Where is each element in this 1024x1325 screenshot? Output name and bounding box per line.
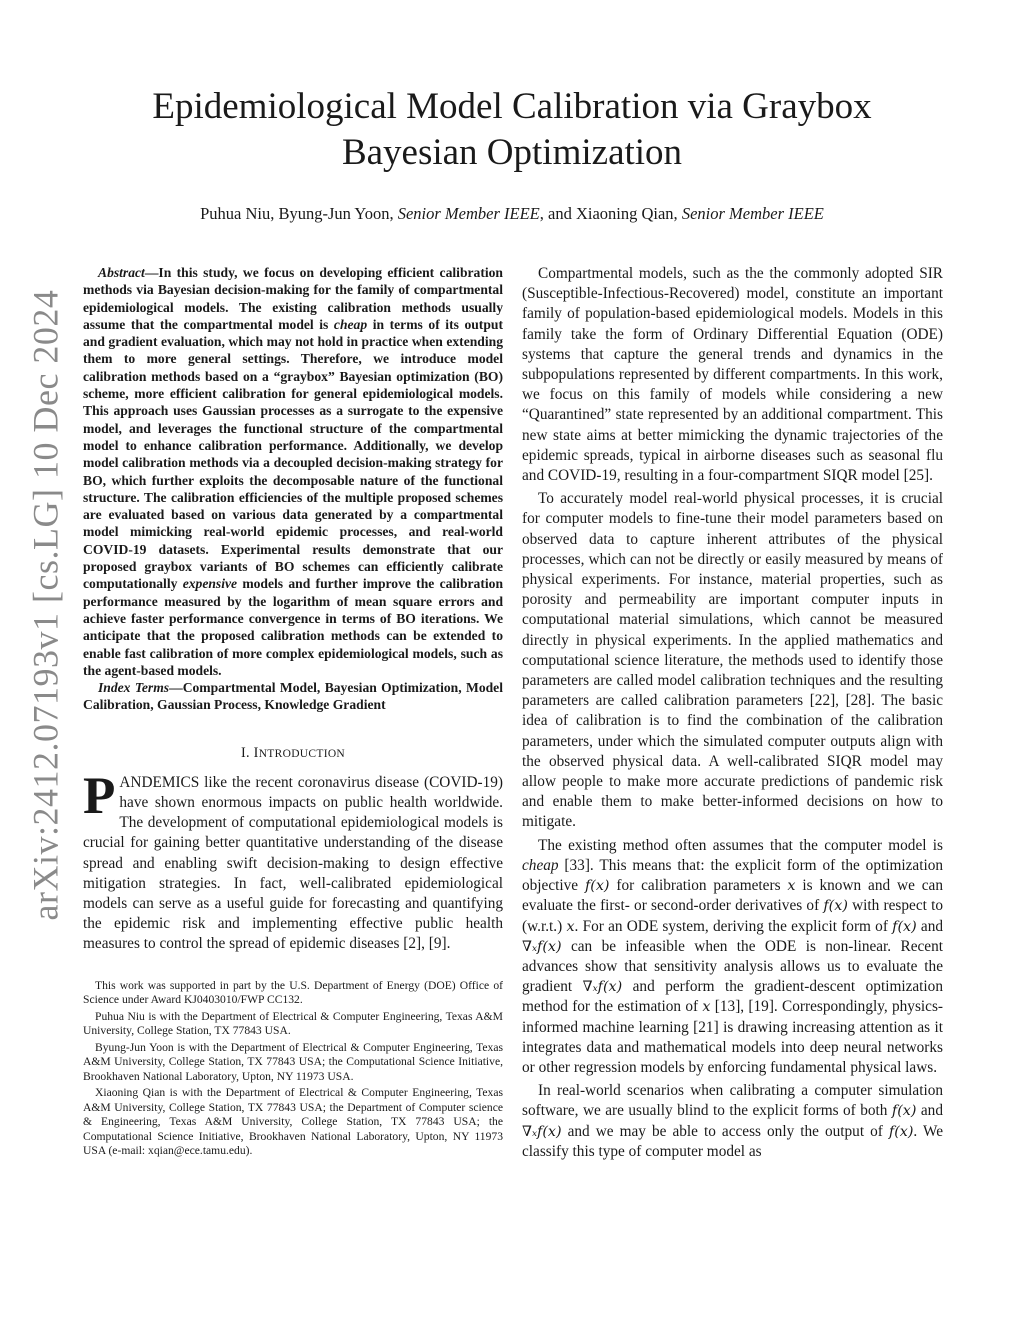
math-fx: f(x): [823, 898, 848, 915]
abstract-emph-cheap: cheap: [333, 316, 368, 332]
arxiv-id-text: arXiv:2412.07193v1 [cs.LG] 10 Dec 2024: [25, 289, 66, 921]
section-title-smallcaps: NTRODUCTION: [258, 747, 346, 760]
footnote-author-niu: Puhua Niu is with the Department of Electrical & Computer Engineering, Texas A&M University, College Station, TX 77843 USA.: [83, 1009, 503, 1038]
math-fx: f(x): [892, 918, 917, 935]
intro-paragraph-1-text: ANDEMICS like the recent coronavirus disease (COVID-19) have shown enormous impacts on public health worldwide. The development of computational epidemiological models is crucial for gaining better quantitative understanding of the disease spread and enabling swift decision-making to design effective mitigation strategies. In fact, well-calibrated epidemiological models can serve as a useful guide for forecasting and quantifying the epidemic risk and implementing effective public health measures to control the spread of epidemic diseases [2], [9].: [83, 773, 503, 953]
title-line-1: Epidemiological Model Calibration via Graybox: [152, 86, 872, 127]
author-role-1: Senior Member IEEE: [397, 204, 540, 223]
intro-paragraph-3: To accurately model real-world physical processes, it is crucial for computer models to fine-tune their model parameters based on observed data to capture inherent attributes of the physical processes, which can not be directly or easily measured by means of physical experiments. For instance, material properties, such as porosity and permeability are important computer inputs in computational material simulations, which cannot be measured directly in physical experiments. In the applied mathematics and computational science literature, the methods used to identify those parameters are called model calibration techniques and the resulting parameters are called calibration parameters [22], [28]. The basic idea of calibration is to find the combination of the calibration parameters, under which the simulated computer outputs align with the observed physical data. A well-calibrated SIQR model may allow people to make more accurate predictions of pandemic risk and enable them to make better-informed decisions on how to mitigate.: [522, 490, 943, 831]
abstract-label: Abstract: [98, 265, 145, 280]
authors-part-2: , and Xiaoning Qian,: [539, 204, 682, 223]
arxiv-identifier-stamp: [22, 265, 68, 945]
math-gradient-fx: ∇ₓf(x): [582, 979, 623, 996]
math-gradient-fx: ∇ₓf(x): [522, 938, 562, 955]
right-column: [522, 264, 943, 1165]
math-x: x: [787, 878, 796, 895]
section-heading-introduction: [83, 744, 503, 763]
abstract-text-1: —In this study, we focus on developing efficient calibration methods via Bayesian decision-making for the family of compartmental epidemiological models. The existing calibration methods usually assume that the compartmental model is: [83, 265, 503, 332]
math-fx: f(x): [891, 1103, 917, 1120]
index-terms-text: —Compartmental Model, Bayesian Optimization, Model Calibration, Gaussian Process, Knowledge Gradient: [83, 680, 503, 713]
intro-paragraph-4: The existing method often assumes that the computer model is cheap [33]. This means that: the explicit form of the optimization objective f(x) for calibration parameters x is known and we can evaluate the first- or second-order derivatives of f(x) with respect to (w.r.t.) x. For an ODE system, deriving the explicit form of f(x) and ∇ₓf(x) can be infeasible when the ODE is non-linear. Recent advances show that sensitivity analysis allows us to evaluate the gradient ∇ₓf(x) and perform the gradient-descent optimization method for the estimation of x [13], [19]. Correspondingly, physics-informed machine learning [21] is drawing increasing attention as it integrates data and mathematical models into deep neural networks or other regression models by enforcing fundamental physical laws.: [522, 836, 943, 1076]
drop-cap: P: [83, 766, 116, 825]
intro-paragraph-5: In real-world scenarios when calibrating a computer simulation software, we are usually blind to the explicit forms of both f(x) and ∇ₓf(x) and we may be able to access only the output of f(x). We classify this type of computer model as: [522, 1082, 944, 1160]
math-fx: f(x): [888, 1123, 914, 1140]
abstract-emph-expensive: expensive: [182, 576, 238, 592]
section-numeral: I. I: [240, 744, 259, 761]
math-x: x: [566, 918, 575, 935]
emph-cheap: cheap: [522, 856, 559, 874]
paper-title: [80, 84, 944, 176]
math-fx: f(x): [584, 878, 610, 895]
authors-part-1: Puhua Niu, Byung-Jun Yoon,: [200, 204, 398, 223]
intro-paragraph-1: [83, 766, 503, 955]
author-list: [80, 203, 944, 225]
footnote-author-yoon: Byung-Jun Yoon is with the Department of Electrical & Computer Engineering, Texas A&M University, College Station, TX 77843 USA; the Computational Science Initiative, Brookhaven National Laboratory, Upton, NY 11973 USA.: [83, 1040, 503, 1083]
left-column: [83, 264, 503, 1161]
intro-paragraph-2: Compartmental models, such as the the commonly adopted SIR (Susceptible-Infectious-Recovered) model, constitute an important family of population-based epidemiological models. Models in this family take the form of Ordinary Differential Equation (ODE) systems that capture the general trends and dynamics in the subpopulations represented by different compartments. In this work, we focus on this family of models while considering a new “Quarantined” state represented by an additional compartment. This new state aims at better mimicking the dynamic trajectories of the epidemic spreads, typical in airborne diseases such as seasonal flu and COVID-19, resulting in a four-compartment SIQR model [25].: [522, 265, 943, 485]
footnote-author-qian: Xiaoning Qian is with the Department of Electrical & Computer Engineering, Texas A&M University, College Station, TX 77843 USA; the Department of Computer science & Engineering, Texas A&M University, College Station, TX 77843 USA; the Computational Science Initiative, Brookhaven National Laboratory, Upton, NY 11973 USA (e-mail: xqian@ece.tamu.edu).: [83, 1086, 503, 1158]
footnote-funding: This work was supported in part by the U.S. Department of Energy (DOE) Office of Science under Award KJ0403010/FWP CC132.: [83, 978, 503, 1007]
abstract-text-2: in terms of its output and gradient evaluation, which may not hold in practice when extending them to more general settings. Therefore, we introduce model calibration methods based on a “graybox” Bayesian optimization (BO) scheme, more efficient calibration for general epidemiological models. This approach uses Gaussian processes as a surrogate to the expensive model, and leverages the functional structure of the compartmental model to enhance calibration performance. Additionally, we develop model calibration methods via a decoupled decision-making strategy for BO, which further exploits the decomposable nature of the functional structure. The calibration efficiencies of the multiple proposed schemes are evaluated based on various data generated by a compartmental model mimicking real-world epidemic processes, and real-world COVID-19 datasets. Experimental results demonstrate that our proposed graybox variants of BO schemes can efficiently calibrate computationally: [83, 316, 503, 592]
abstract: [83, 264, 503, 679]
abstract-text-3: models and further improve the calibration performance measured by the logarithm of mean square errors and achieve faster performance convergence in terms of BO iterations. We anticipate that the proposed calibration methods can be extended to enable fast calibration of more complex epidemiological models, such as the agent-based models.: [83, 576, 504, 678]
title-line-2: Bayesian Optimization: [341, 132, 683, 173]
math-x: x: [702, 999, 711, 1016]
footnotes: [83, 979, 503, 1159]
math-gradient-fx: ∇ₓf(x): [522, 1123, 562, 1140]
index-terms-label: Index Terms: [98, 680, 170, 696]
index-terms: [83, 679, 503, 714]
author-role-2: Senior Member IEEE: [681, 204, 824, 223]
